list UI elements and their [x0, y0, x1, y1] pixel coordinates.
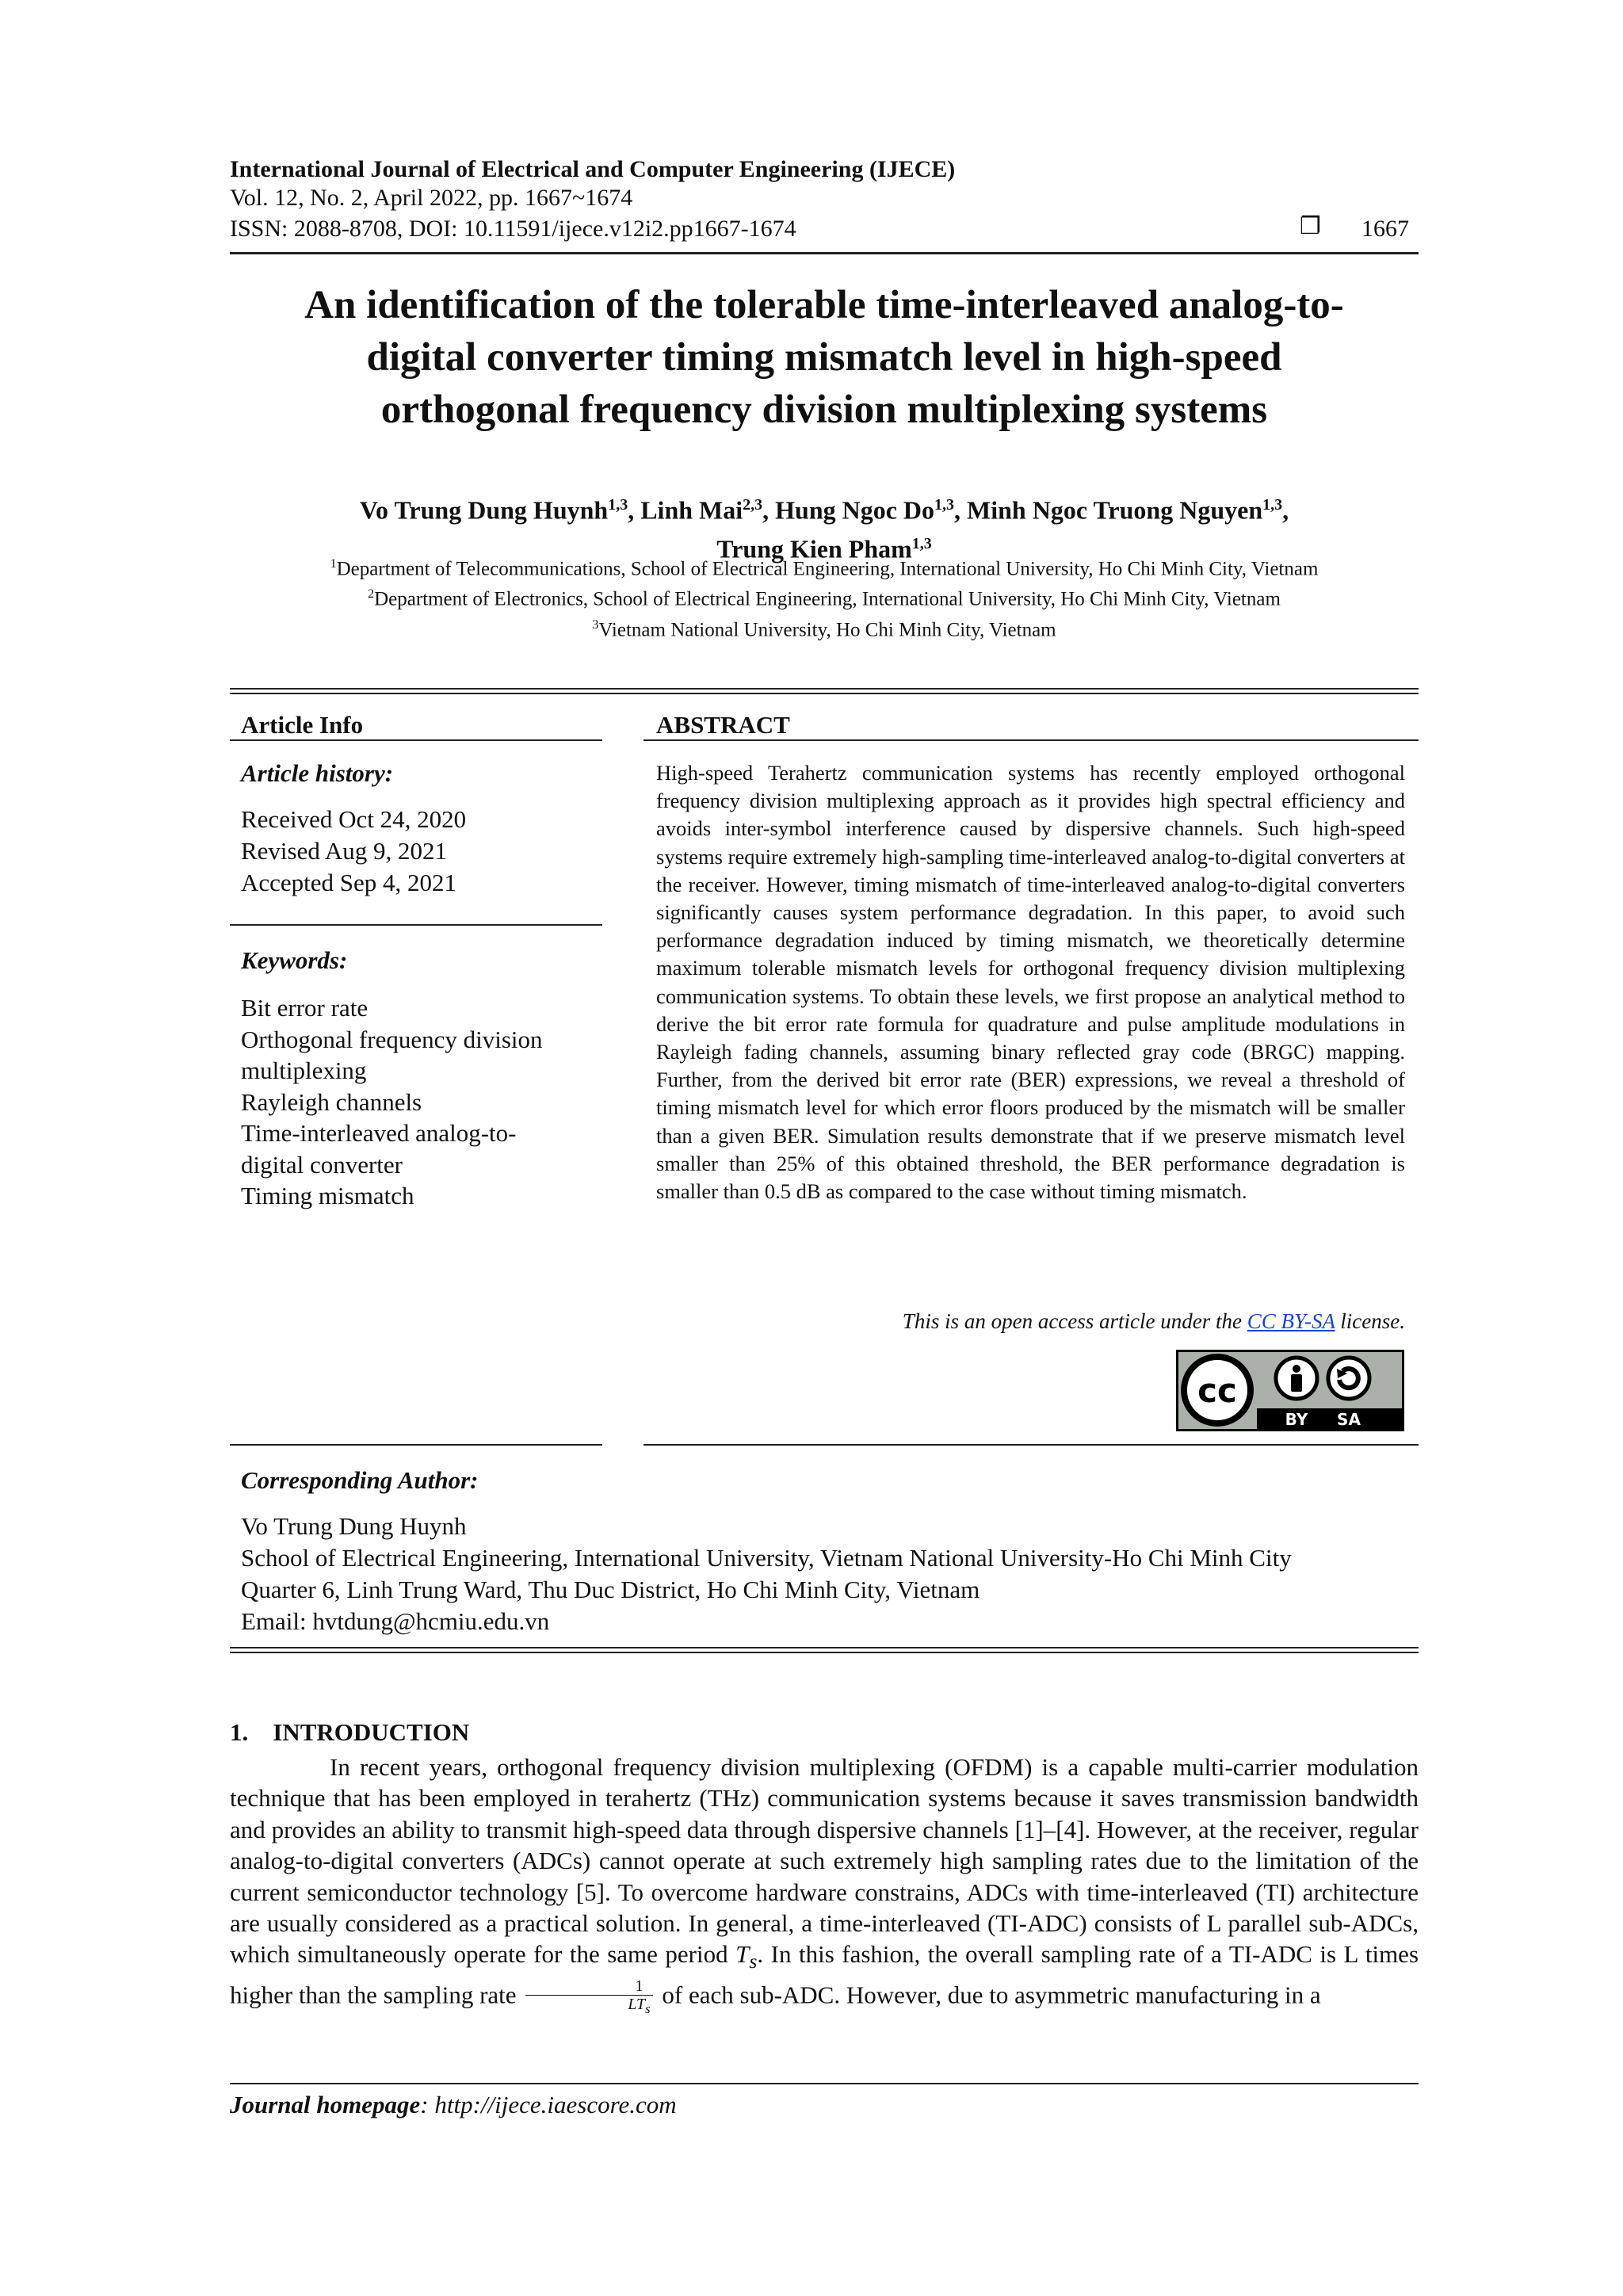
sampling-rate-fraction: $\frac{1}{LT_s}$ [525, 1977, 652, 2018]
corr-bottom-rule-1 [230, 1647, 1419, 1648]
received-date: Received Oct 24, 2020 [241, 805, 467, 833]
author-name: Hung Ngoc Do [775, 495, 935, 525]
ts-symbol: $T_s$ [735, 1940, 758, 1973]
corresponding-address: Quarter 6, Linh Trung Ward, Thu Duc District, Ho Chi Minh City, Vietnam [241, 1576, 980, 1603]
header-rule [230, 252, 1419, 254]
footer-rule [230, 2083, 1419, 2084]
corresponding-label: Corresponding Author: [241, 1466, 479, 1494]
cc-badge-icon [1176, 1350, 1404, 1431]
svg-text:BY: BY [1285, 1410, 1308, 1429]
page-number: 1667 [1361, 216, 1409, 242]
abstract-heading: ABSTRACT [656, 711, 790, 739]
title-line-1: An identification of the tolerable time-interleaved analog-to- [304, 283, 1344, 327]
svg-text:SA: SA [1337, 1410, 1361, 1429]
title-line-3: orthogonal frequency division multiplexing systems [380, 388, 1268, 432]
section-heading-introduction: 1. INTRODUCTION [230, 1718, 470, 1746]
homepage-url[interactable]: : http://ijece.iaescore.com [420, 2091, 677, 2118]
volume-line: Vol. 12, No. 2, April 2022, pp. 1667~1674 [230, 185, 633, 211]
author-name: Linh Mai [640, 495, 743, 525]
author-list: Vo Trung Dung Huynh$^{1,3}$, Linh Mai$^{2,3}$, Hung Ngoc Do$^{1,3}$, Minh Ngoc Truong Nguyen$^{1,3}$, Trung Kien Pham$^{1,3}$ [359, 495, 1289, 563]
affiliation-2: $^2$Department of Electronics, School of Electrical Engineering, International University, Ho Chi Minh City, Vietnam [368, 587, 1281, 610]
history-rule [230, 924, 602, 926]
introduction-paragraph: In recent years, orthogonal frequency division multiplexing (OFDM) is a capable multi-carrier modulation technique that has been employed in terahertz (THz) communication systems because it saves transmission bandwidth and provides an ability to transmit high-speed data through dispersive channels [1]–[4]. However, at the receiver, regular analog-to-digital converters (ADCs) cannot operate at such extremely high sampling rates due to the limitation of the current semiconductor technology [5]. To overcome hardware constrains, ADCs with time-interleaved (TI) architecture are usually considered as a practical solution. In general, a time-interleaved (TI-ADC) consists of L parallel sub-ADCs, which simultaneously operate for the same period $T_s$. In this fashion, the overall sampling rate of a TI-ADC is L times higher than the sampling rate $\frac{1}{LT_s}$ of each sub-ADC. However, due to asymmetric manufacturing in a [230, 1753, 1419, 2017]
keywords-bottom-rule [230, 1444, 602, 1446]
author-affil-sup: 2,3 [743, 496, 763, 514]
abstract-text: High-speed Terahertz communication systems has recently employed orthogonal frequency division multiplexing approach as it provides high spectral efficiency and avoids inter-symbol interference caused by dispersive channels. Such high-speed systems require extremely high-sampling time-interleaved analog-to-digital converters at the receiver. However, timing mismatch of time-interleaved analog-to-digital converters significantly causes system performance degradation. In this paper, to avoid such performance degradation induced by timing mismatch, we theoretically determine maximum tolerable mismatch levels for orthogonal frequency division multiplexing communication systems. To obtain these levels, we first propose an analytical method to derive the bit error rate formula for quadrature and pulse amplitude modulations in Rayleigh fading channels, assuming binary reflected gray code (BRGC) mapping. Further, from the derived bit error rate (BER) expressions, we reveal a threshold of timing mismatch level for which error floors produced by the mismatch will be smaller than a given BER. Simulation results demonstrate that if we preserve mismatch level smaller than 25% of this obtained threshold, the BER performance degradation is smaller than 0.5 dB as compared to the case without timing mismatch. [656, 761, 1405, 1204]
affiliations [230, 552, 1419, 643]
author-name: Vo Trung Dung Huynh [359, 495, 609, 525]
journal-homepage: Journal homepage: http://ijece.iaescore.com [230, 2091, 677, 2118]
author-affil-sup: 1,3 [911, 534, 932, 552]
author-affil-sup: 1,3 [1262, 496, 1283, 514]
article-info-heading: Article Info [241, 711, 364, 739]
abstract-bottom-rule [643, 1444, 1419, 1446]
cc-by-sa-badge [1176, 1350, 1404, 1431]
keywords-label: Keywords: [241, 946, 348, 974]
paper-title [230, 279, 1419, 436]
keyword-item: Timing mismatch [241, 1182, 414, 1209]
keyword-item: Orthogonal frequency division [241, 1025, 543, 1053]
accepted-date: Accepted Sep 4, 2021 [241, 869, 457, 896]
revised-date: Revised Aug 9, 2021 [241, 837, 448, 865]
page-box-icon: ❐ [1300, 212, 1321, 240]
keyword-item: digital converter [241, 1150, 403, 1179]
abstract-rule [643, 739, 1419, 741]
title-line-2: digital converter timing mismatch level in high-speed [366, 335, 1282, 380]
keyword-item: multiplexing [241, 1056, 367, 1084]
affiliation-3: $^3$Vietnam National University, Ho Chi Minh City, Vietnam [592, 617, 1056, 640]
keyword-item: Bit error rate [241, 994, 369, 1022]
info-top-rule-2 [230, 693, 1419, 694]
keyword-list [241, 992, 543, 1212]
svg-text:cc: cc [1197, 1371, 1237, 1410]
info-top-rule-1 [230, 688, 1419, 690]
open-access-note: This is an open access article under the CC BY-SA license. [902, 1309, 1405, 1333]
issn-line: ISSN: 2088-8708, DOI: 10.11591/ijece.v12i2.pp1667-1674 [230, 216, 796, 242]
author-name: Trung Kien Pham [716, 534, 912, 563]
corresponding-affiliation: School of Electrical Engineering, International University, Vietnam National University-Ho Chi Minh City [241, 1544, 1292, 1572]
journal-name: International Journal of Electrical and Computer Engineering (IJECE) [230, 156, 956, 182]
corr-bottom-rule-2 [230, 1652, 1419, 1653]
keyword-item: Time-interleaved analog-to- [241, 1119, 517, 1147]
author-affil-sup: 1,3 [608, 496, 628, 514]
author-affil-sup: 1,3 [934, 496, 955, 514]
keyword-item: Rayleigh channels [241, 1087, 422, 1116]
article-history-label: Article history: [241, 759, 394, 787]
article-info-rule [230, 739, 602, 741]
cc-by-sa-link[interactable]: CC BY-SA [1247, 1309, 1335, 1333]
affiliation-1: $^1$Department of Telecommunications, School of Electrical Engineering, International University, Ho Chi Minh City, Vietnam [330, 557, 1319, 580]
corresponding-name: Vo Trung Dung Huynh [241, 1512, 467, 1540]
author-name: Minh Ngoc Truong Nguyen [967, 495, 1263, 525]
corresponding-email: Email: hvtdung@hcmiu.edu.vn [241, 1607, 550, 1635]
